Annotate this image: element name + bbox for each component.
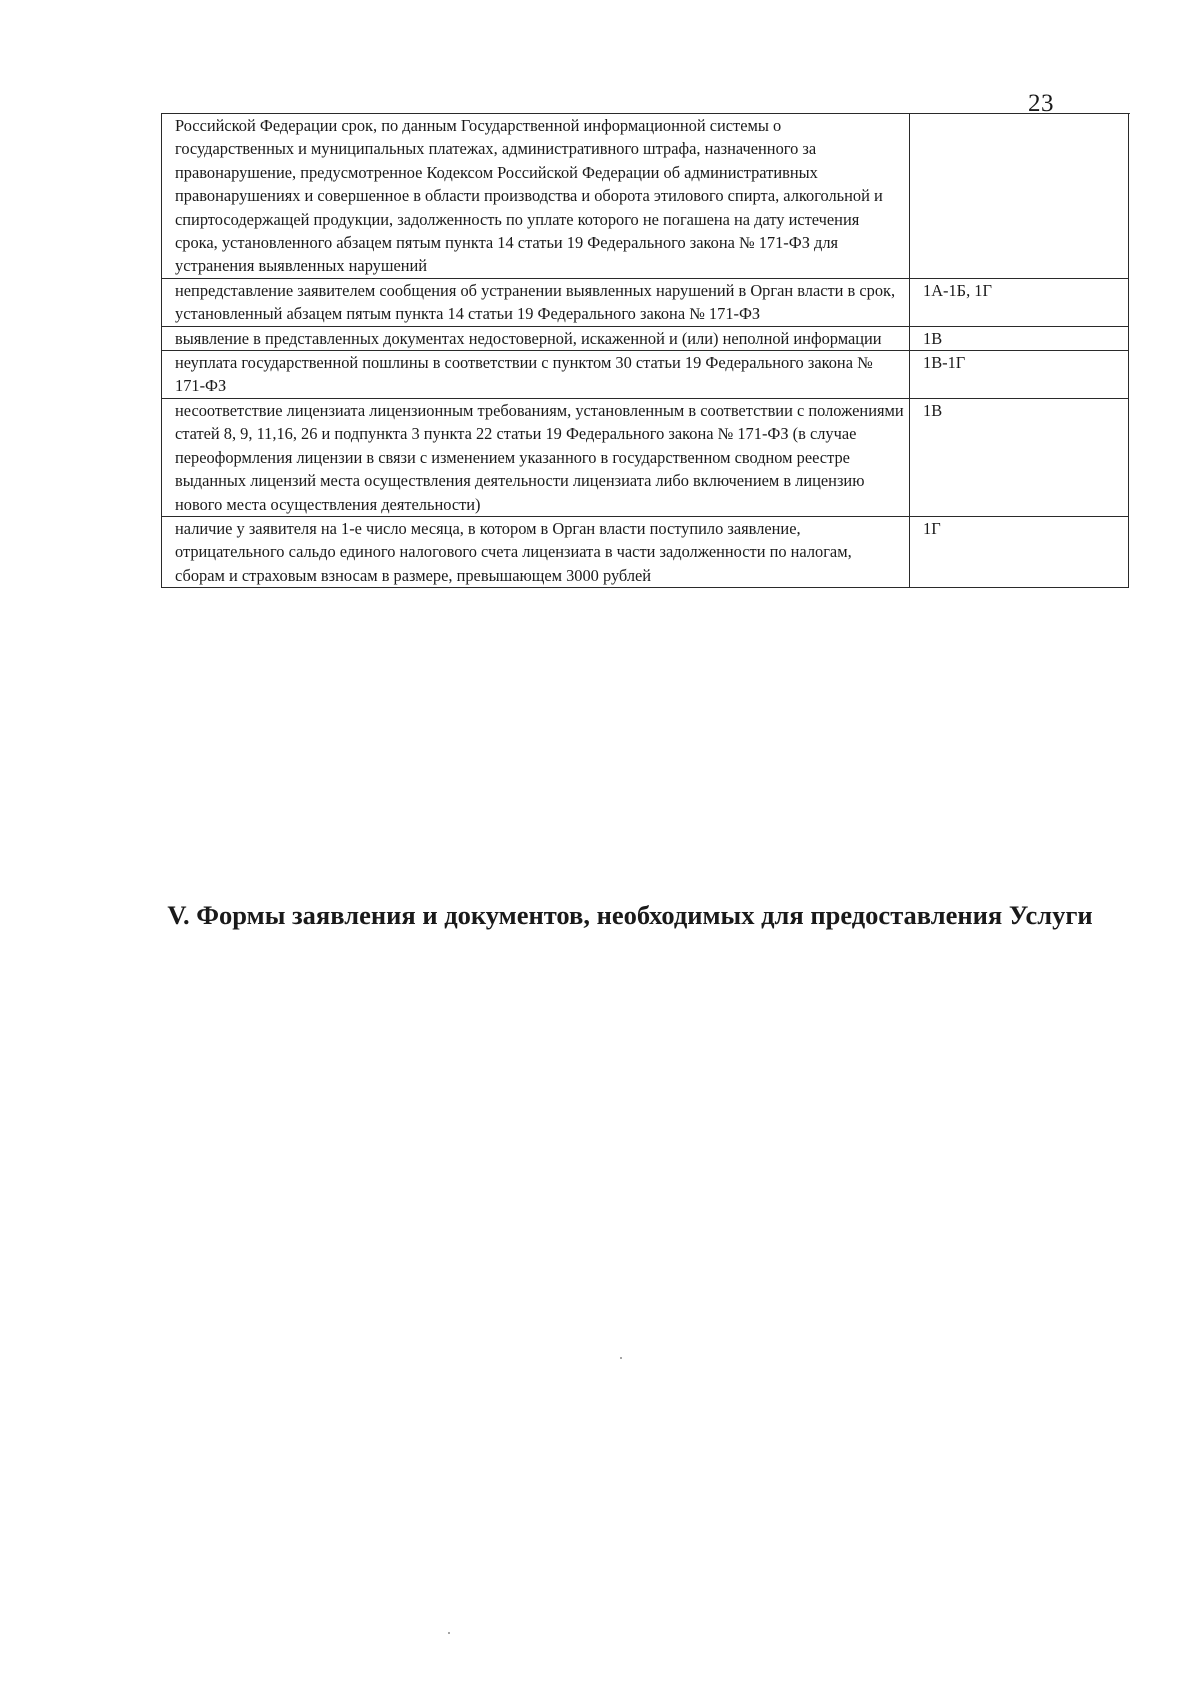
row-text: несоответствие лицензиата лицензионным требованиям, установленным в соответствии с положениями статей 8, 9, 11,16, 26 и подпункта 3 пункта 22 статьи 19 Федерального закона № 171-ФЗ (в случае переоформления лицензии в связи с изменением указанного в государственном сводном реестре выданных лицензий места осуществления деятельности лицензиата либо включением в лицензию нового места осуществления деятельности) <box>175 400 904 514</box>
row-code: 1В <box>923 328 943 348</box>
row-code-cell <box>910 351 1129 399</box>
row-text-cell <box>162 114 910 279</box>
page-number: 23 <box>1028 90 1054 117</box>
table-row <box>162 516 1129 587</box>
row-code-cell <box>910 516 1129 587</box>
row-text-cell <box>162 351 910 399</box>
row-code-cell <box>910 114 1129 279</box>
table-row <box>162 326 1129 350</box>
row-code-cell <box>910 398 1129 516</box>
table-row <box>162 278 1129 326</box>
row-text-cell <box>162 516 910 587</box>
table-row <box>162 351 1129 399</box>
row-code: 1А-1Б, 1Г <box>923 280 992 300</box>
row-text-cell <box>162 398 910 516</box>
row-text: выявление в представленных документах недостоверной, искаженной и (или) неполной информации <box>175 328 882 348</box>
row-text-cell <box>162 326 910 350</box>
row-code: 1В <box>923 400 943 420</box>
scan-speck <box>620 1357 622 1359</box>
row-text-cell <box>162 278 910 326</box>
scan-speck <box>448 1632 450 1634</box>
row-text: неуплата государственной пошлины в соответствии с пунктом 30 статьи 19 Федерального закона № 171-ФЗ <box>175 353 873 396</box>
row-code: 1Г <box>923 518 941 538</box>
section-heading: V. Формы заявления и документов, необходимых для предоставления Услуги <box>167 900 1093 930</box>
row-code-cell <box>910 278 1129 326</box>
table-row <box>162 114 1129 279</box>
refusal-grounds-table-wrap <box>161 113 1129 588</box>
refusal-grounds-table <box>161 113 1129 588</box>
row-text: Российской Федерации срок, по данным Государственной информационной системы о государственных и муниципальных платежах, административного штрафа, назначенного за правонарушение, предусмотренное Кодексом Российской Федерации об административных правонарушениях и совершенное в области производства и оборота этилового спирта, алкогольной и спиртосодержащей продукции, задолженность по уплате которого не погашена на дату истечения срока, установленного абзацем пятым пункта 14 статьи 19 Федерального закона № 171-ФЗ для устранения выявленных нарушений <box>175 116 883 276</box>
row-code-cell <box>910 326 1129 350</box>
row-code: 1В-1Г <box>923 353 966 373</box>
table-row <box>162 398 1129 516</box>
row-text: наличие у заявителя на 1-е число месяца, в котором в Орган власти поступило заявление, отрицательного сальдо единого налогового счета лицензиата в части задолженности по налогам, сборам и страховым взносам в размере, превышающем 3000 рублей <box>175 518 852 585</box>
row-text: непредставление заявителем сообщения об устранении выявленных нарушений в Орган власти в срок, установленный абзацем пятым пункта 14 статьи 19 Федерального закона № 171-ФЗ <box>175 280 896 324</box>
